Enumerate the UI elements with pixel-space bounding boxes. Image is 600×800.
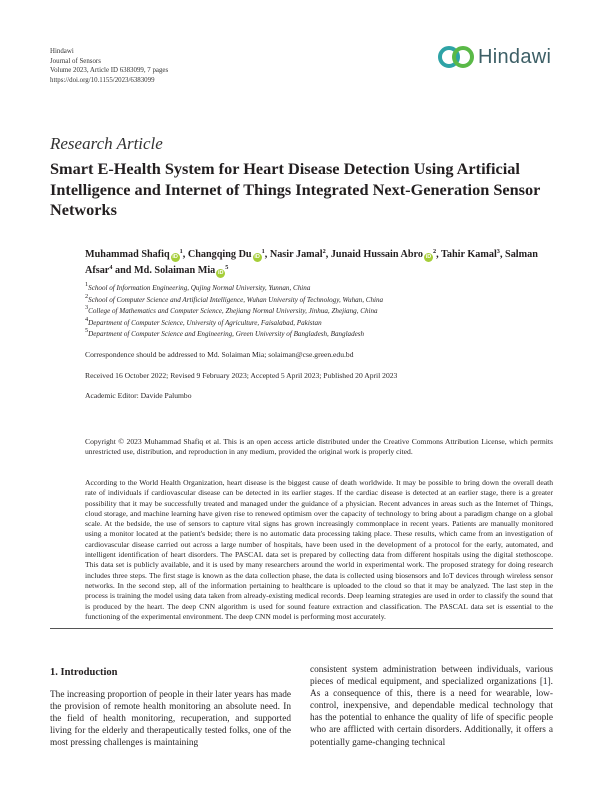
- introduction-right-column: consistent system administration between individuals, various pieces of medical equipment, and specialized organizations [1]. As a consequence of this, there is a need for wearable, low-control, inexpensive, and dependable medical technology that has the potential to enhance the quality of life of specific people who are afflicted with certain disorders. Additionally, it offers a potentially game-changing technical: [310, 665, 553, 748]
- correspondence: Correspondence should be addressed to Md. Solaiman Mia; solaiman@cse.green.edu.bd: [85, 350, 354, 359]
- author-affiliation-marker: 1: [261, 248, 265, 255]
- doi-link[interactable]: https://doi.org/10.1155/2023/6383099: [50, 76, 155, 84]
- author-affiliation-marker: 3: [496, 248, 500, 255]
- affiliation-item: [85, 315, 555, 330]
- affiliation-item: [85, 292, 555, 307]
- section-divider: [50, 628, 553, 629]
- author-name: Nasir Jamal: [269, 249, 323, 260]
- journal-header: [50, 47, 168, 85]
- author-separator: ,: [182, 249, 188, 260]
- author-separator: and: [112, 264, 135, 276]
- article-title: Smart E-Health System for Heart Disease Detection Using Artificial Intelligence and Internet of Things Integrated Next-Generation Sensor Networks: [50, 159, 541, 219]
- orcid-icon[interactable]: iD: [254, 254, 260, 260]
- author-name: Junaid Hussain Abro: [330, 249, 423, 260]
- hindawi-logo[interactable]: [437, 45, 551, 69]
- author-separator: ,: [436, 249, 442, 260]
- author-affiliation-marker: 2: [432, 248, 437, 255]
- article-type: Research Article: [50, 134, 163, 153]
- author-separator: ,: [264, 249, 270, 260]
- affiliation-item: [85, 329, 555, 341]
- author-affiliation-marker: 5: [225, 263, 229, 271]
- affiliation-number: 2: [85, 292, 89, 300]
- introduction-left-column: The increasing proportion of people in their later years has made the provision of remote health monitoring an absolute need. In the field of health monitoring, recuperation, and supported living for the elderly and therapeutically tested folks, one of the most pressing challenges is maintaining: [50, 690, 291, 749]
- orcid-icon[interactable]: iD: [172, 254, 178, 260]
- affiliation-item: [85, 306, 555, 318]
- abstract: According to the World Health Organization, heart disease is the biggest cause of death worldwide. It may be possible to bring down the overall death rate of individuals if cardiovascular disease can be detected in its earlier stages. If the cardiac disease is detected at an earlier stage, there is a greater possibility that it may be successfully treated and managed under the guidance of a physician. Recent advances in areas such as the Internet of Things, cloud storage, and machine learning have given rise to renewed optimism over the capacity of technology to bring about a paradigm change on a global scale. At the bedside, the use of sensors to capture vital signs has grown increasingly commonplace in recent years. Patients are manually monitored using a monitor located at the patient's bedside; there is no automatic data processing taking place. These results, which came from an investigation of cardiovascular disease carried out across a large number of hospitals, have been used in the development of a protocol for the early, automated, and intelligent identification of heart disorders. The PASCAL data set is prepared by collecting data from different hospitals using the digital stethoscope. This data set is publicly available, and it is used by many researchers around the world in experimental work. The proposed strategy for doing research includes three steps. The first stage is known as the data collection phase, the data is collected using biosensors and IoT devices through wireless sensor networks. In the second step, all of the information pertaining to healthcare is uploaded to the cloud so that it may be analyzed. The last step in the process is training the model using data taken from already-existing medical records. Deep learning strategies are used in order to classify the sound that is produced by the heart. The deep CNN algorithm is used for sound feature extraction and classification. The PASCAL data set is essential to the functioning of the experimental environment. The deep CNN model is performing most accurately.: [85, 478, 553, 621]
- author-affiliation-marker: 4: [109, 263, 113, 271]
- author-separator: ,: [325, 249, 331, 260]
- journal-name: Journal of Sensors: [50, 57, 101, 65]
- author-name: Tahir Kamal: [441, 249, 497, 260]
- author-affiliation-marker: 1: [179, 248, 183, 255]
- affiliation-item: [85, 283, 555, 295]
- author-list: [85, 247, 555, 278]
- author-name: Md. Solaiman Mia: [134, 264, 216, 276]
- affiliation-text: Department of Computer Science, University of Agriculture, Faisalabad, Pakistan: [88, 318, 322, 327]
- introduction-heading: 1. Introduction: [50, 667, 118, 678]
- copyright-notice: Copyright © 2023 Muhammad Shafiq et al. This is an open access article distributed under the Creative Commons Attribution License, which permits unrestricted use, distribution, and reproduction in any medium, provided the original work is properly cited.: [85, 437, 553, 457]
- hindawi-logo-icon: [437, 45, 475, 69]
- affiliation-text: School of Computer Science and Artificial Intelligence, Wuhan University of Technology, Wuhan, China: [88, 295, 384, 304]
- author-separator: ,: [499, 249, 506, 260]
- author-affiliation-marker: 2: [322, 248, 326, 255]
- affiliation-number: 4: [85, 315, 89, 323]
- affiliation-number: 3: [85, 304, 89, 311]
- affiliation-number: 1: [85, 281, 89, 288]
- hindawi-logo-text: Hindawi: [478, 45, 552, 68]
- affiliation-list: [85, 283, 555, 341]
- affiliation-text: School of Information Engineering, Qujing Normal University, Yunnan, China: [88, 284, 311, 292]
- publication-dates: Received 16 October 2022; Revised 9 February 2023; Accepted 5 April 2023; Published 20 April 2023: [85, 371, 398, 380]
- volume-info: Volume 2023, Article ID 6383099, 7 pages: [50, 67, 169, 75]
- author-name: Salman Afsar: [85, 249, 538, 276]
- publisher-name: Hindawi: [50, 48, 74, 55]
- academic-editor: Academic Editor: Davide Palumbo: [85, 391, 192, 400]
- orcid-icon[interactable]: iD: [218, 269, 224, 276]
- affiliation-text: College of Mathematics and Computer Science, Zhejiang Normal University, Jinhua, Zhejiang, China: [88, 307, 378, 315]
- author-name: Changqing Du: [187, 249, 252, 260]
- author-name: Muhammad Shafiq: [85, 249, 170, 260]
- affiliation-number: 5: [85, 327, 89, 334]
- orcid-icon[interactable]: iD: [425, 254, 432, 260]
- affiliation-text: Department of Computer Science and Engineering, Green University of Bangladesh, Bangladesh: [88, 330, 365, 338]
